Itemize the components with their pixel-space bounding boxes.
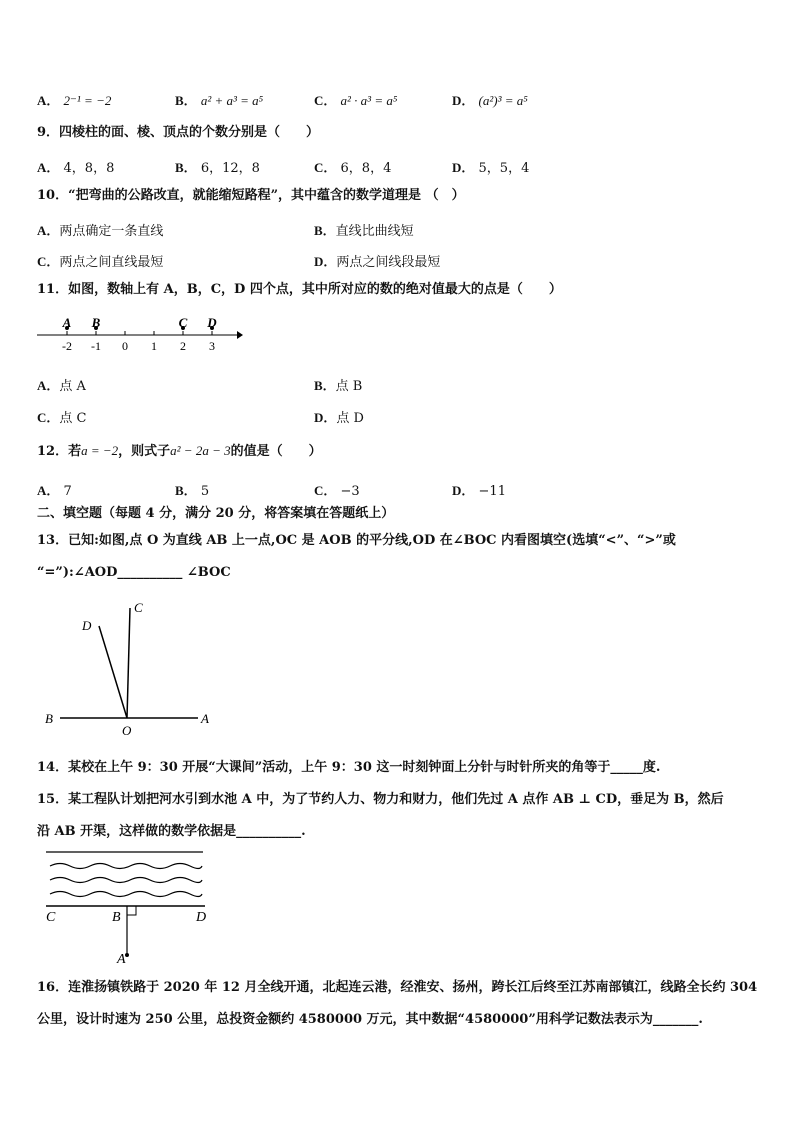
point-label-b: B	[91, 315, 101, 330]
section-heading: 二、填空题（每题 4 分，满分 20 分，将答案填在答题纸上）	[37, 506, 395, 521]
q10-option-a: A．两点确定一条直线	[37, 223, 164, 239]
label-d: D	[82, 618, 92, 633]
label-a: A	[117, 952, 126, 967]
tick-label: 3	[209, 339, 215, 353]
q8-option-d: D． (a²)³ = a⁵	[452, 93, 528, 108]
right-angle-mark	[127, 906, 136, 915]
tick-label: 0	[122, 339, 128, 353]
q11-option-c: C．点 C	[37, 410, 87, 426]
q12-option-c: C． −3	[314, 483, 360, 499]
tick-label: -2	[62, 339, 72, 353]
q11-option-a: A．点 A	[37, 378, 86, 394]
q9-option-d: D． 5，5，4	[452, 160, 530, 176]
label-d: D	[196, 910, 207, 925]
q11-option-d: D．点 D	[314, 410, 364, 426]
wave-2	[50, 878, 202, 883]
number-line-figure	[34, 314, 254, 354]
q14-text: 14．某校在上午 9：30 开展“大课间”活动，上午 9：30 这一时刻钟面上分针与时针所夹的角等于_____度.	[37, 760, 661, 775]
angle-figure	[40, 598, 220, 738]
q9-option-b: B． 6，12，8	[175, 160, 260, 176]
wave-1	[50, 864, 202, 869]
tick-label: 2	[180, 339, 186, 353]
point-label-a: A	[62, 315, 72, 330]
label-a: A	[201, 711, 209, 726]
label-c: C	[134, 600, 143, 615]
label-b: B	[45, 711, 53, 726]
q10-option-d: D．两点之间线段最短	[314, 254, 441, 270]
q10-option-c: C．两点之间直线最短	[37, 254, 164, 270]
q12-option-d: D． −11	[452, 483, 506, 499]
q15-line-1: 15．某工程队计划把河水引到水池 A 中，为了节约人力、物力和财力，他们先过 A 点作 AB ⊥ CD，垂足为 B，然后	[37, 792, 724, 807]
label-o: O	[122, 723, 132, 738]
q15-line-2: 沿 AB 开渠，这样做的数学依据是__________.	[37, 824, 306, 839]
q8-option-a: A． 2⁻¹ = −2	[37, 93, 112, 108]
q8-option-c: C． a² · a³ = a⁵	[314, 93, 398, 108]
label-c: C	[46, 910, 56, 925]
q12-option-b: B． 5	[175, 483, 210, 499]
tick-label: -1	[91, 339, 101, 353]
ray-od	[99, 626, 127, 718]
wave-3	[50, 892, 202, 897]
q13-line-1: 13．已知:如图,点 O 为直线 AB 上一点,OC 是 AOB 的平分线,OD 在∠BOC 内看图填空(选填“<”、“>”或	[37, 533, 676, 548]
point-label-d: D	[207, 315, 217, 330]
q16-line-1: 16．连淮扬镇铁路于 2020 年 12 月全线开通，北起连云港，经淮安、扬州，跨长江后终至江苏南部镇江，线路全长约 304	[37, 980, 758, 995]
q9-option-a: A． 4，8，8	[37, 160, 115, 176]
q8-option-b: B． a² + a³ = a⁵	[175, 93, 264, 108]
tick-label: 1	[151, 339, 157, 353]
q10-stem: 10．“把弯曲的公路改直，就能缩短路程”，其中蕴含的数学道理是 （ ）	[37, 188, 465, 203]
river-figure	[40, 847, 220, 967]
q9-option-c: C． 6，8，4	[314, 160, 392, 176]
q11-option-b: B．点 B	[314, 378, 363, 394]
label-b: B	[112, 910, 121, 925]
q11-stem: 11．如图，数轴上有 A，B，C，D 四个点，其中所对应的数的绝对值最大的点是（ ）	[37, 282, 562, 297]
point-label-c: C	[178, 315, 188, 330]
point-a	[125, 953, 129, 957]
q9-stem: 9．四棱柱的面、棱、顶点的个数分别是（ ）	[37, 125, 320, 140]
q12-option-a: A． 7	[37, 483, 72, 499]
q10-option-b: B．直线比曲线短	[314, 223, 414, 239]
q16-line-2: 公里，设计时速为 250 公里，总投资金额约 4580000 万元，其中数据“4580000”用科学记数法表示为_______.	[37, 1012, 703, 1027]
q12-stem: 12．若a = −2，则式子a² − 2a − 3的值是（ ）	[37, 443, 322, 459]
ray-oc	[127, 608, 130, 718]
q13-line-2: “=”):∠AOD__________ ∠BOC	[37, 565, 231, 580]
